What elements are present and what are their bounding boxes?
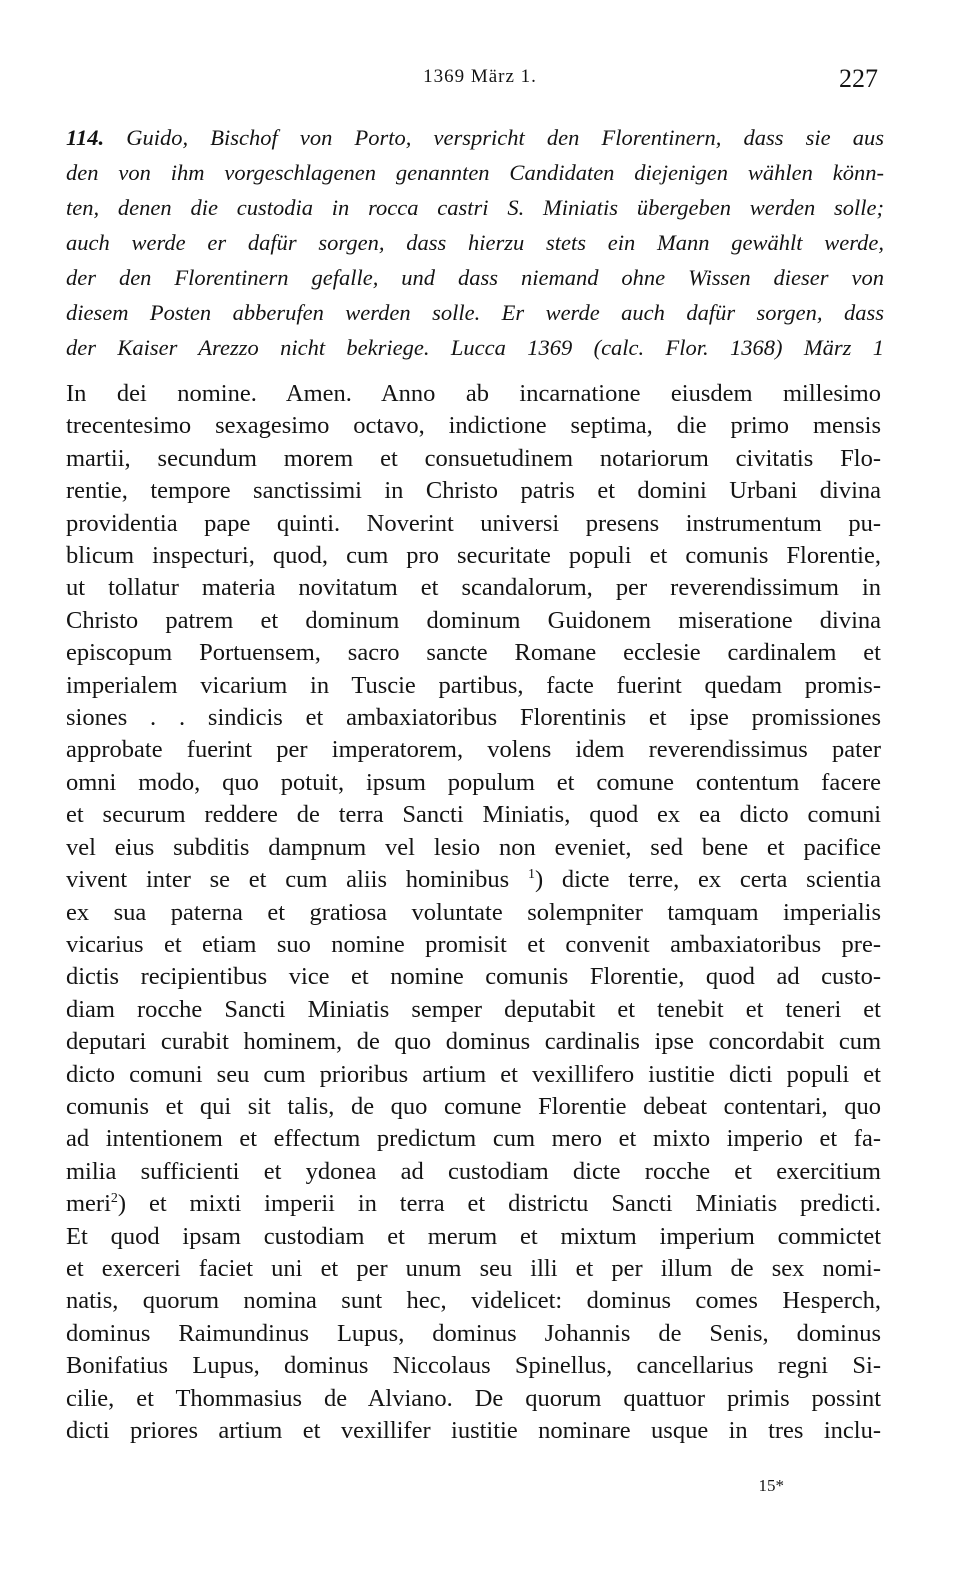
document-body <box>66 378 881 1447</box>
body-line: trecentesimo sexagesimo octavo, indictione septima, die primo mensis <box>66 412 881 440</box>
regest-summary <box>66 120 884 365</box>
body-line: martii, secundum morem et consuetudinem notariorum civitatis Flo- <box>66 444 881 472</box>
body-line: natis, quorum nomina sunt hec, videlicet: dominus comes Hesperch, <box>66 1287 881 1315</box>
body-line: ad intentionem et effectum predictum cum mero et mixto imperio et fa- <box>66 1125 881 1153</box>
regest-line: der den Florentinern gefalle, und dass niemand ohne Wissen dieser von <box>66 265 884 290</box>
body-line: Christo patrem et dominum dominum Guidonem miseratione divina <box>66 606 881 634</box>
body-line: et exerceri faciet uni et per unum seu illi et per illum de sex nomi- <box>66 1254 881 1282</box>
body-line: In dei nomine. Amen. Anno ab incarnatione eiusdem millesimo <box>66 380 881 407</box>
body-line: providentia pape quinti. Noverint universi presens instrumentum pu- <box>66 509 881 537</box>
body-line: dominus Raimundinus Lupus, dominus Johannis de Senis, dominus <box>66 1319 881 1347</box>
body-line: vicarius et etiam suo nomine promisit et convenit ambaxiatoribus pre- <box>66 930 881 958</box>
body-line: dicti priores artium et vexillifer iustitie nominare usque in tres inclu- <box>66 1417 881 1444</box>
regest-line: den von ihm vorgeschlagenen genannten Candidaten diejenigen wählen könn- <box>66 160 884 185</box>
body-line: et securum reddere de terra Sancti Miniatis, quod ex ea dicto comuni <box>66 801 881 829</box>
document-number: 114. <box>66 125 105 150</box>
body-line: siones . . sindicis et ambaxiatoribus Florentinis et ipse promissiones <box>66 704 881 732</box>
body-line: diam rocche Sancti Miniatis semper deputabit et tenebit et teneri et <box>66 995 881 1023</box>
regest-line: ten, denen die custodia in rocca castri S. Miniatis übergeben werden solle; <box>66 195 884 220</box>
body-line: dictis recipientibus vice et nomine comunis Florentie, quod ad custo- <box>66 963 881 991</box>
regest-line: auch werde er dafür sorgen, dass hierzu stets ein Mann gewählt werde, <box>66 230 884 255</box>
footnote-marker: 2 <box>110 1191 118 1207</box>
body-line: cilie, et Thommasius de Alviano. De quorum quattuor primis possint <box>66 1384 881 1412</box>
body-line: episcopum Portuensem, sacro sancte Romane ecclesie cardinalem et <box>66 639 881 667</box>
body-line: vivent inter se et cum aliis hominibus $^1$) dicte terre, ex certa scientia <box>66 866 881 894</box>
regest-line: diesem Posten abberufen werden solle. Er werde auch dafür sorgen, dass <box>66 300 884 325</box>
body-line: dicto comuni seu cum prioribus artium et vexillifero iustitie dicti populi et <box>66 1060 881 1088</box>
body-line: omni modo, quo potuit, ipsum populum et comune contentum facere <box>66 768 881 796</box>
body-line: blicum inspecturi, quod, cum pro securitate populi et comunis Florentie, <box>66 542 881 570</box>
running-header-date: 1369 März 1. <box>423 66 537 87</box>
body-line: meri$^2$) et mixti imperii in terra et districtu Sancti Miniatis predicti. <box>66 1190 881 1218</box>
page-number: 227 <box>839 64 878 93</box>
footnote-marker: 1 <box>527 867 535 883</box>
signature-mark: 15* <box>758 1476 784 1495</box>
regest-line: der Kaiser Arezzo nicht bekriege. Lucca 1369 (calc. Flor. 1368) März 1 <box>66 335 884 360</box>
body-line: imperialem vicarium in Tuscie partibus, facte fuerint quedam promis- <box>66 671 881 699</box>
body-line: ut tollatur materia novitatum et scandalorum, per reverendissimum in <box>66 574 881 602</box>
body-line: Et quod ipsam custodiam et merum et mixtum imperium commictet <box>66 1222 881 1250</box>
body-line: approbate fuerint per imperatorem, volens idem reverendissimus pater <box>66 736 881 764</box>
regest-line: 114. Guido, Bischof von Porto, verspricht den Florentinern, dass sie aus <box>66 125 884 150</box>
body-line: vel eius subditis dampnum vel lesio non eveniet, sed bene et pacifice <box>66 833 881 861</box>
body-line: Bonifatius Lupus, dominus Niccolaus Spinellus, cancellarius regni Si- <box>66 1352 881 1380</box>
body-line: milia sufficienti et ydonea ad custodiam dicte rocche et exercitium <box>66 1157 881 1185</box>
body-line: deputari curabit hominem, de quo dominus cardinalis ipse concordabit cum <box>66 1028 881 1056</box>
body-line: ex sua paterna et gratiosa voluntate solempniter tamquam imperialis <box>66 898 881 926</box>
body-line: rentie, tempore sanctissimi in Christo patris et domini Urbani divina <box>66 477 881 505</box>
body-line: comunis et qui sit talis, de quo comune Florentie debeat contentari, quo <box>66 1092 881 1120</box>
